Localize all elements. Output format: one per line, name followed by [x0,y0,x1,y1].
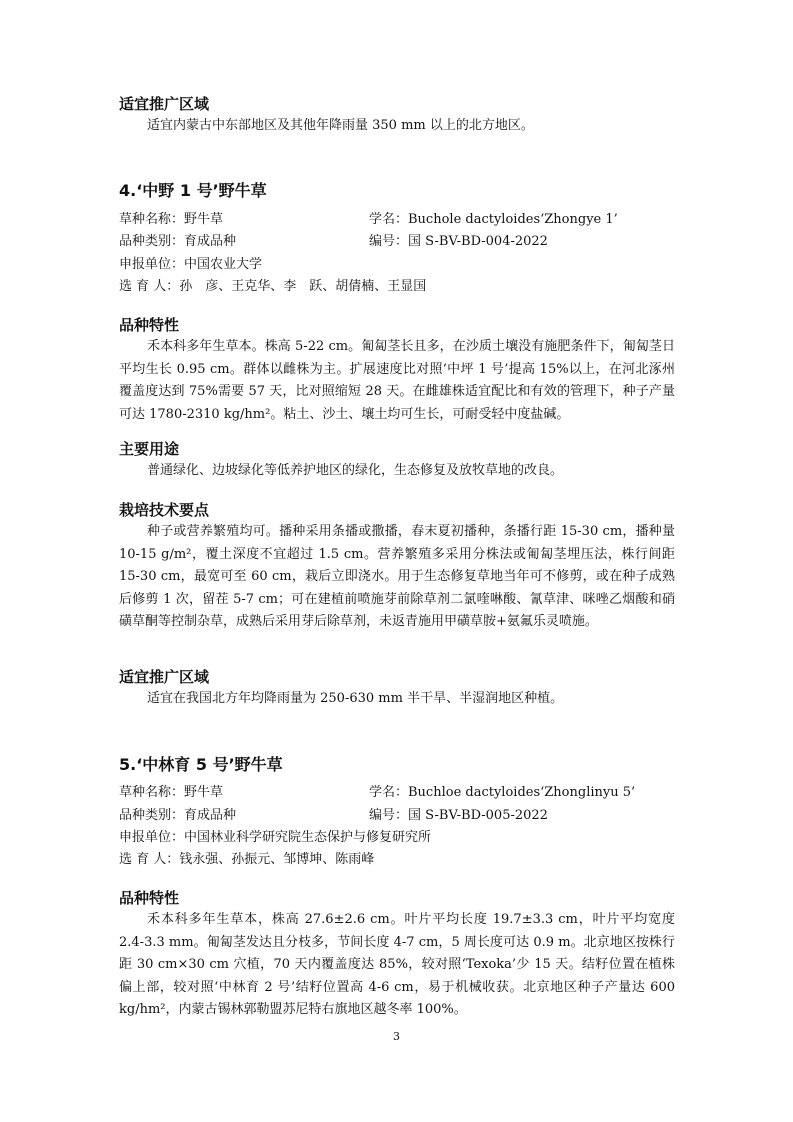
s4-cultivation-text: 种子或营养繁殖均可。播种采用条播或撒播，春末夏初播种，条播行距 15-30 cm，播种量 10-15 g/m²，覆土深度不宜超过 1.5 cm。营养繁殖多采用分株法或匍匐茎埋压法，株行间距 15-30 cm，最宽可至 60 cm，栽后立即浇水。用于生态修复草地当年可不修剪，或在种子成熟后修剪 1 次，留茬 5-7 cm；可在建植前喷施芽前除草剂二氯喹啉酸、氰草津、咪唑乙烟酸和硝磺草酮等控制杂草，成熟后采用芽后除草剂，未返青施用甲磺草胺+氨氟乐灵喷施。 [119,524,675,629]
s4-grass-name: 草种名称：野牛草 [119,212,224,227]
s5-applicant: 申报单位：中国林业科学研究院生态保护与修复研究所 [119,830,432,845]
s4-use-text: 普通绿化、边坡绿化等低养护地区的绿化，生态修复及放牧草地的改良。 [147,463,564,478]
prev-region-text: 适宜内蒙古中东部地区及其他年降雨量 350 mm 以上的北方地区。 [147,118,534,133]
s4-breeders: 选 育 人：孙 彦、王克华、李 跃、胡倩楠、王显国 [119,279,427,294]
s5-grass-name: 草种名称：野牛草 [119,785,224,800]
page-number: 3 [393,1030,400,1043]
s5-breeders: 选 育 人：钱永强、孙振元、邹博坤、陈雨峰 [119,852,375,867]
s4-applicant: 申报单位：中国农业大学 [119,257,263,272]
s4-use-heading: 主要用途 [119,440,180,458]
s4-scientific-name: 学名：Buchole dactyloides‘Zhongye 1’ [369,212,618,227]
prev-region-heading: 适宜推广区域 [119,95,210,113]
s4-code: 编号：国 S-BV-BD-004-2022 [369,234,548,249]
s5-traits-text: 禾本科多年生草本，株高 27.6±2.6 cm。叶片平均长度 19.7±3.3 cm，叶片平均宽度 2.4-3.3 mm。匍匐茎发达且分枝多，节间长度 4-7 cm，5 周长度可达 0.9 m。北京地区按株行距 30 cm×30 cm 穴植，70 天内覆盖度达 85%，较对照‘Texoka’少 15 天。结籽位置在植株偏上部，较对照‘中林育 2 号’结籽位置高 4-6 cm，易于机械收获。北京地区种子产量达 600 kg/hm²，内蒙古锡林郭勒盟苏尼特右旗地区越冬率 100%。 [119,912,675,1017]
s4-region-text: 适宜在我国北方年均降雨量为 250-630 mm 半干旱、半湿润地区种植。 [147,691,564,706]
s4-traits-text: 禾本科多年生草本。株高 5-22 cm。匍匐茎长且多，在沙质土壤没有施肥条件下，匍匐茎日平均生长 0.95 cm。群体以雌株为主。扩展速度比对照‘中坪 1 号’提高 15%以上，在河北涿州覆盖度达到 75%需要 57 天，比对照缩短 28 天。在雌雄株适宜配比和有效的管理下，种子产量可达 1780-2310 kg/hm²。粘土、沙土、壤土均可生长，可耐受轻中度盐碱。 [119,339,675,422]
s5-category: 品种类别：育成品种 [119,808,237,823]
section-4-title: 4.‘中野 1 号’野牛草 [119,181,267,200]
s4-cultivation-heading: 栽培技术要点 [119,501,210,519]
s5-traits-heading: 品种特性 [119,889,180,907]
s5-scientific-name: 学名：Buchloe dactyloides‘Zhonglinyu 5’ [369,785,636,800]
section-5-title: 5.‘中林育 5 号’野牛草 [119,755,283,774]
s5-code: 编号：国 S-BV-BD-005-2022 [369,808,548,823]
s4-traits-heading: 品种特性 [119,316,180,334]
s4-category: 品种类别：育成品种 [119,234,237,249]
s4-region-heading: 适宜推广区域 [119,668,210,686]
